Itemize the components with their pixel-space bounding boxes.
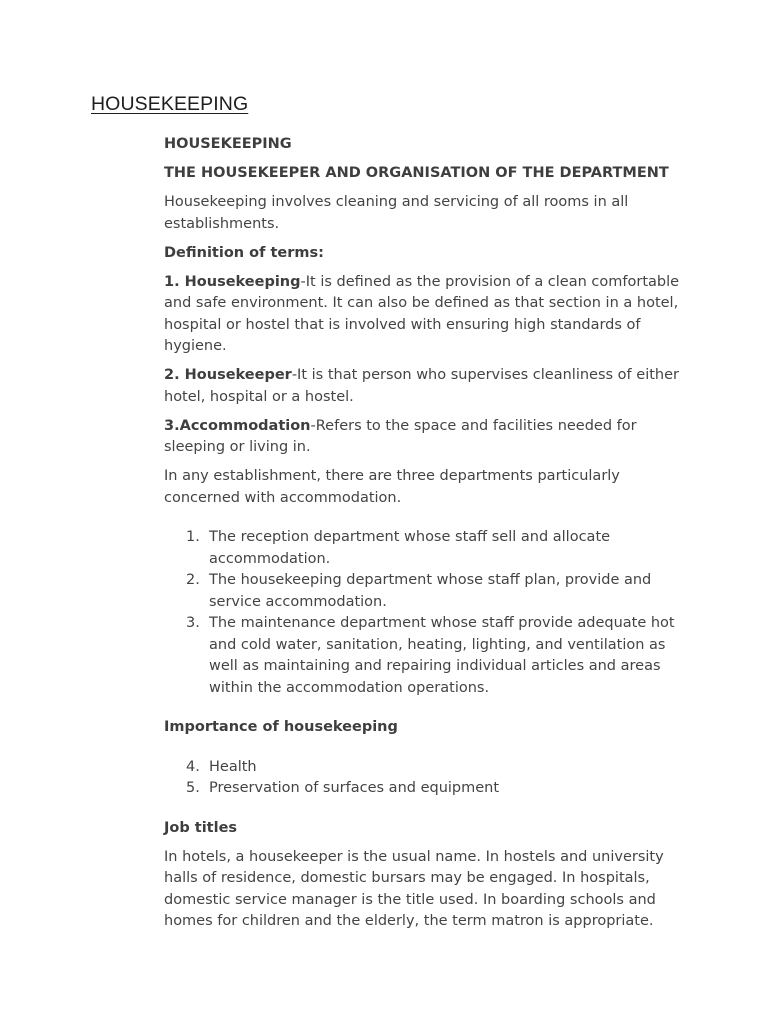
list-item	[164, 570, 694, 613]
list-item-text: The housekeeping department whose staff plan, provide and service accommodation.	[209, 572, 652, 610]
list-item	[164, 613, 694, 699]
importance-heading: Importance of housekeeping	[164, 719, 398, 735]
definition-text: -It is defined as the provision of a clean comfortable and safe environment. It can also be defined as that section in a hotel, hospital or hostel that is involved with ensuring high standards of hygiene.	[164, 273, 680, 354]
section-heading: HOUSEKEEPING	[164, 136, 292, 152]
list-number: 4.	[186, 758, 200, 775]
definition-text: -It is that person who supervises cleanliness of either hotel, hospital or a hostel.	[164, 367, 679, 405]
importance-list	[164, 757, 694, 800]
list-item	[164, 527, 694, 570]
document-body	[164, 134, 694, 940]
list-item	[164, 778, 694, 800]
list-item-text: Preservation of surfaces and equipment	[209, 780, 500, 796]
definition-text: -Refers to the space and facilities needed for sleeping or living in.	[164, 417, 637, 455]
definition-item	[164, 365, 694, 408]
definition-item	[164, 416, 694, 459]
list-item-text: The reception department whose staff sell and allocate accommodation.	[209, 529, 611, 567]
list-item-text: Health	[209, 758, 257, 775]
definitions-heading: Definition of terms:	[164, 244, 324, 261]
definition-item	[164, 272, 694, 358]
section-subheading: THE HOUSEKEEPER AND ORGANISATION OF THE DEPARTMENT	[164, 165, 669, 181]
list-number: 2.	[186, 572, 200, 588]
list-number: 3.	[186, 615, 200, 631]
list-item	[164, 757, 694, 779]
list-number: 5.	[186, 780, 200, 796]
definition-term: 2. Housekeeper	[164, 367, 292, 383]
job-titles-paragraph: In hotels, a housekeeper is the usual name. In hostels and university halls of residence, domestic bursars may be engaged. In hospitals, domestic service manager is the title used. In boarding schools and homes for children and the elderly, the term matron is appropriate.	[164, 848, 664, 929]
list-number: 1.	[186, 529, 200, 545]
page-title: HOUSEKEEPING	[91, 93, 249, 115]
departments-intro: In any establishment, there are three departments particularly concerned with accommodation.	[164, 468, 620, 506]
job-titles-heading: Job titles	[164, 819, 238, 836]
intro-paragraph: Housekeeping involves cleaning and servicing of all rooms in all establishments.	[164, 194, 629, 232]
definition-term: 1. Housekeeping	[164, 273, 301, 290]
departments-list	[164, 527, 694, 699]
definition-term: 3.Accommodation	[164, 417, 311, 434]
list-item-text: The maintenance department whose staff provide adequate hot and cold water, sanitation, heating, lighting, and ventilation as well as maintaining and repairing individual articles and areas within the accommodation operations.	[209, 615, 675, 696]
